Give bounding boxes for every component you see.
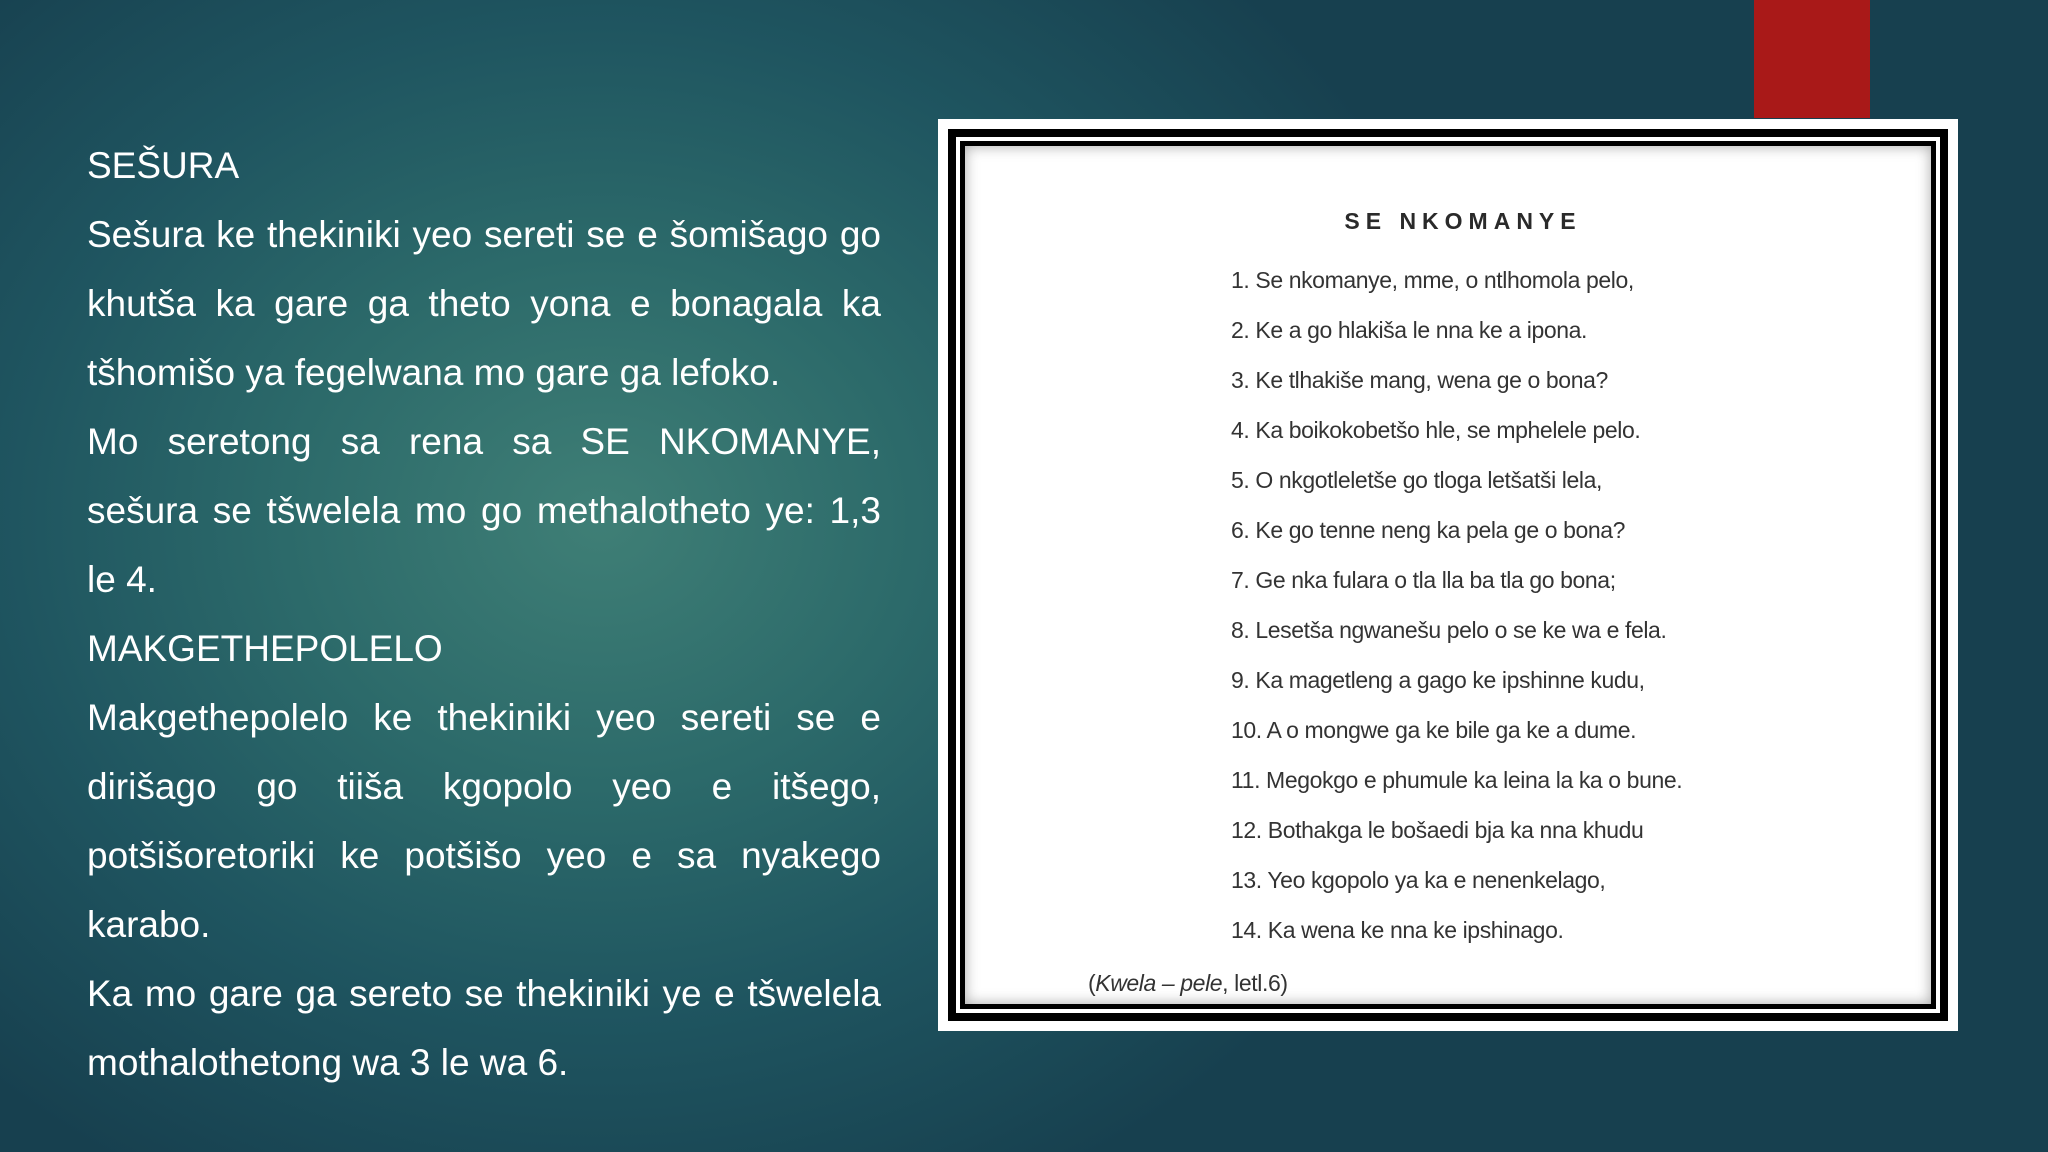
poem-line: 13. Yeo kgopolo ya ka e nenenkelago, xyxy=(1231,867,1606,893)
poem-line: 5. O nkgotleletše go tloga letšatši lela, xyxy=(1231,467,1602,493)
source-open-paren: ( xyxy=(1088,970,1096,996)
source-book-title: Kwela – pele xyxy=(1095,970,1223,996)
poem-line: 2. Ke a go hlakiša le nna ke a ipona. xyxy=(1231,317,1588,343)
heading-sesura: SEŠURA xyxy=(87,145,240,186)
left-text-column xyxy=(87,131,881,1097)
source-page: , letl.6) xyxy=(1222,970,1288,996)
poem-image-frame xyxy=(938,119,1958,1031)
poem-line: 4. Ka boikokobetšo hle, se mphelele pelo. xyxy=(1231,417,1641,443)
poem-line: 9. Ka magetleng a gago ke ipshinne kudu, xyxy=(1231,667,1645,693)
paragraph-sesura-definition: Sešura ke thekiniki yeo sereti se e šomišago go khutša ka gare ga theto yona e bonagala ka tšhomišo ya fegelwana mo gare ga lefoko. xyxy=(87,214,881,393)
poem-lines xyxy=(1231,255,1682,955)
paragraph-sesura-example: Mo seretong sa rena sa SE NKOMANYE, sešura se tšwelela mo go methalotheto ye: 1,3 le 4. xyxy=(87,421,881,600)
poem-line: 7. Ge nka fulara o tla lla ba tla go bona; xyxy=(1231,567,1616,593)
poem-line: 12. Bothakga le bošaedi bja ka nna khudu xyxy=(1231,817,1644,843)
poem-line: 8. Lesetša ngwanešu pelo o se ke wa e fela. xyxy=(1231,617,1667,643)
poem-title: SE NKOMANYE xyxy=(1344,208,1582,234)
poem-line: 14. Ka wena ke nna ke ipshinago. xyxy=(1231,917,1564,943)
paragraph-makgethepolelo-example: Ka mo gare ga sereto se thekiniki ye e tšwelela mothalothetong wa 3 le wa 6. xyxy=(87,973,881,1083)
poem-outer-border xyxy=(948,129,1948,1021)
paragraph-makgethepolelo-definition: Makgethepolelo ke thekiniki yeo sereti se e dirišago go tiiša kgopolo yeo e itšego, potšišoretoriki ke potšišo yeo e sa nyakego karabo. xyxy=(87,697,881,945)
red-accent-block xyxy=(1754,0,1870,118)
heading-makgethepolelo: MAKGETHEPOLELO xyxy=(87,628,443,669)
poem-page xyxy=(960,141,1936,1009)
poem-line: 11. Megokgo e phumule ka leina la ka o bune. xyxy=(1231,767,1683,793)
poem-line: 6. Ke go tenne neng ka pela ge o bona? xyxy=(1231,517,1626,543)
poem-source-citation xyxy=(1088,970,1288,997)
poem-line: 3. Ke tlhakiše mang, wena ge o bona? xyxy=(1231,367,1608,393)
poem-line: 10. A o mongwe ga ke bile ga ke a dume. xyxy=(1231,717,1637,743)
poem-line: 1. Se nkomanye, mme, o ntlhomola pelo, xyxy=(1231,267,1634,293)
